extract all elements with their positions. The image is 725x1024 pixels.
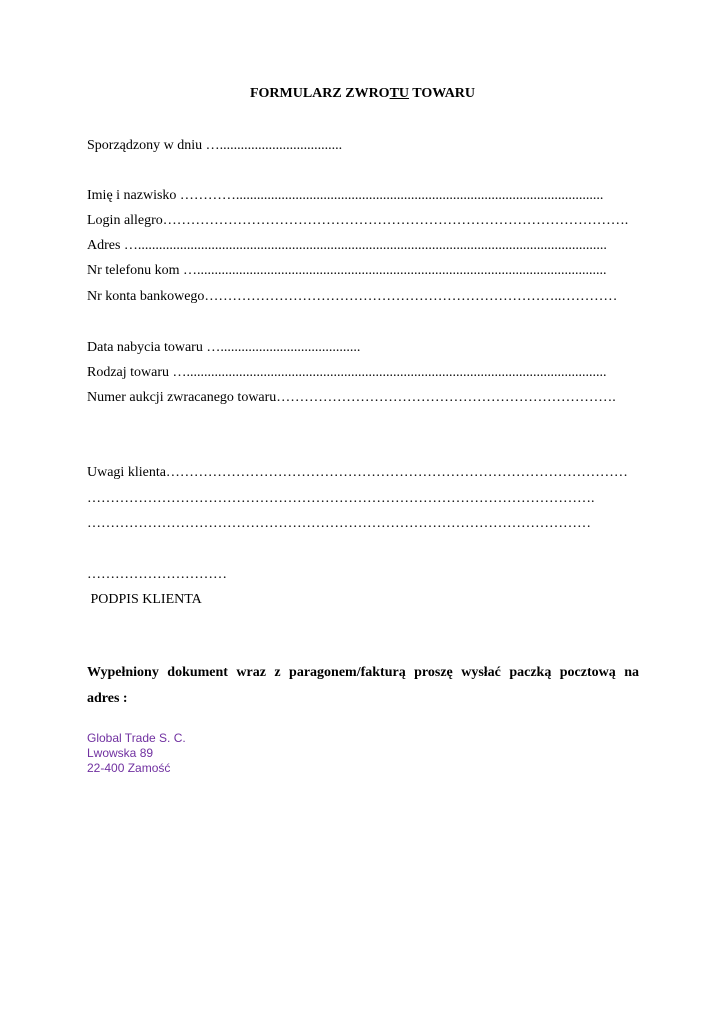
instruction-text: Wypełniony dokument wraz z paragonem/fakturą proszę wysłać paczką pocztową na (87, 665, 639, 680)
signature-line[interactable]: ………………………… (87, 567, 227, 582)
bank-account-field[interactable]: Nr konta bankowego…………………………………………………………………..………… (87, 289, 618, 304)
page-title (0, 86, 725, 102)
purchase-date-field[interactable]: Data nabycia towaru …........................................ (87, 340, 361, 355)
remarks-line-2[interactable]: ………………………………………………………………………………………………. (87, 491, 595, 506)
title-underlined-part: TU (389, 86, 410, 101)
remarks-field[interactable]: Uwagi klienta……………………………………………………………………………………… (87, 465, 628, 480)
address-field[interactable]: Adres …...................................................................................................................................... (87, 238, 607, 253)
name-field[interactable]: Imię i nazwisko …………......................................................................................................... (87, 188, 604, 203)
phone-field[interactable]: Nr telefonu kom …..................................................................................................................... (87, 263, 607, 278)
auction-number-field[interactable]: Numer aukcji zwracanego towaru………………………………………………………………. (87, 390, 616, 405)
instruction-text-line-2: adres : (87, 691, 128, 706)
title-part-1: FORMULARZ ZWRO (249, 86, 390, 101)
address-city: 22-400 Zamość (87, 761, 171, 775)
title-part-2: TOWARU (409, 86, 476, 101)
address-street: Lwowska 89 (87, 746, 154, 760)
product-type-field[interactable]: Rodzaj towaru …........................................................................................................................ (87, 365, 607, 380)
remarks-line-3[interactable]: ……………………………………………………………………………………………… (87, 516, 591, 531)
address-company: Global Trade S. C. (87, 731, 186, 745)
date-prepared-field[interactable]: Sporządzony w dniu …................................... (87, 138, 343, 153)
signature-label: PODPIS KLIENTA (87, 592, 202, 607)
login-field[interactable]: Login allegro………………………………………………………………………………………. (87, 213, 629, 228)
